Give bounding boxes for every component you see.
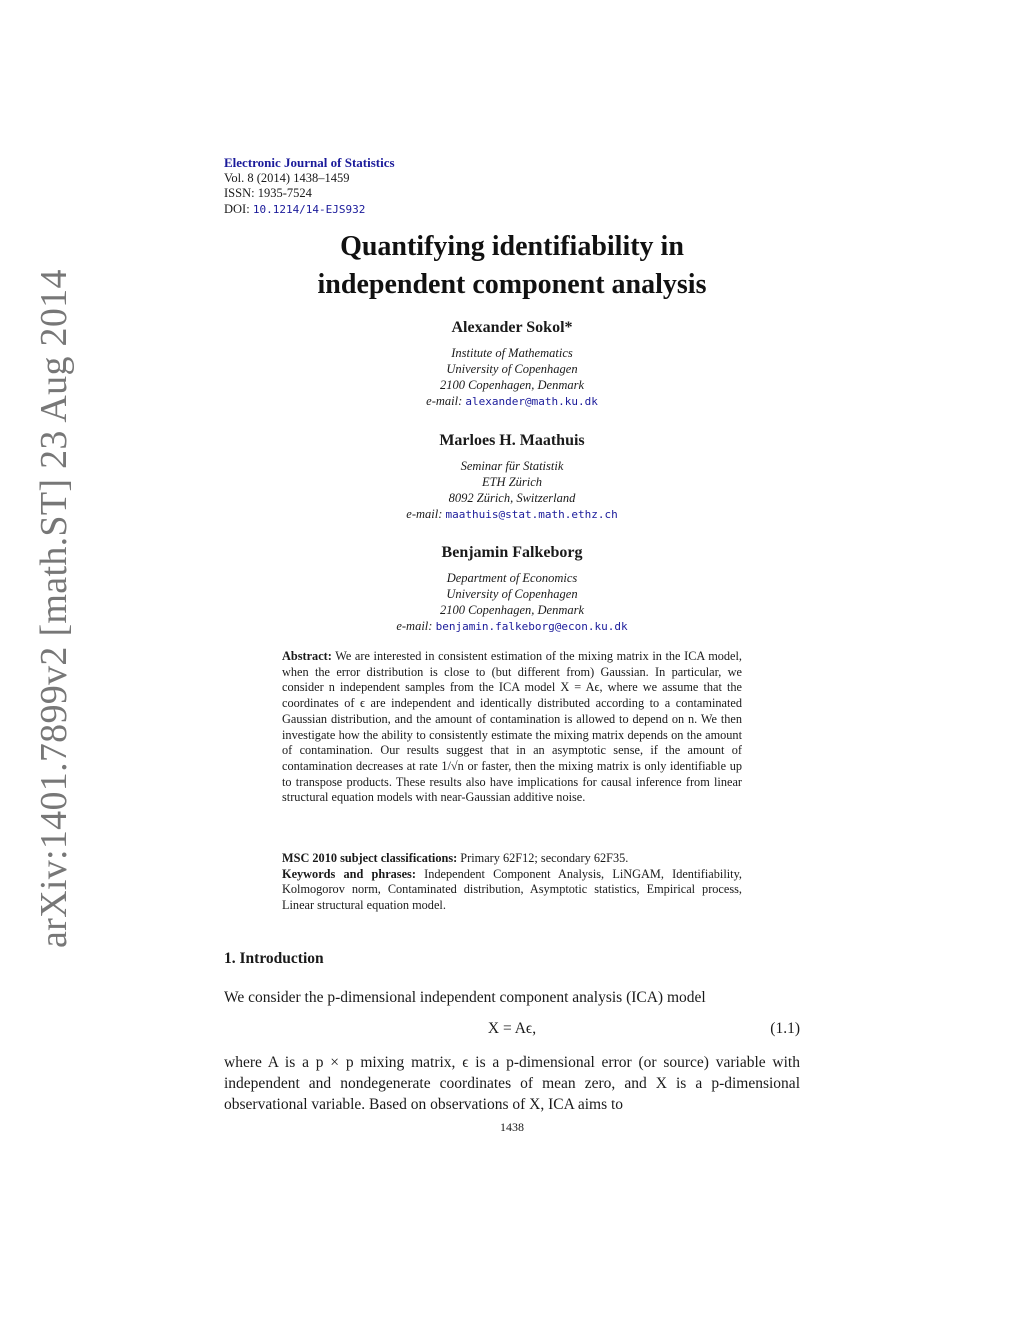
- msc-text: Primary 62F12; secondary 62F35.: [460, 851, 629, 865]
- author-name: Alexander Sokol*: [451, 319, 573, 336]
- page-number: 1438: [500, 1120, 524, 1134]
- author-email-link[interactable]: alexander@math.ku.dk: [465, 395, 598, 408]
- arxiv-side-stamp: arXiv:1401.7899v2 [math.ST] 23 Aug 2014: [33, 269, 75, 948]
- author-affiliation: University of Copenhagen: [446, 587, 578, 601]
- doi-link[interactable]: 10.1214/14-EJS932: [252, 202, 366, 216]
- journal-name[interactable]: Electronic Journal of Statistics: [224, 155, 395, 170]
- author-name: Benjamin Falkeborg: [441, 544, 583, 561]
- msc-line: [282, 851, 742, 867]
- abstract-text: We are interested in consistent estimation of the mixing matrix in the ICA model, when the error distribution is close to (but different from) Gaussian. In particular, we consider n independent samples from the ICA model X = Aϵ, where we assume that the coordinates of ϵ are independent and identically distributed according to a contaminated Gaussian distribution, and the amount of contamination is allowed to depend on n. We then investigate how the ability to consistently estimate the mixing matrix depends on the amount of contamination. Our results suggest that in an asymptotic sense, if the amount of contamination decreases at rate 1/√n or faster, then the mixing matrix is only identifiable up to transpose products. These results also have implications for causal inference from linear structural equation models with near-Gaussian additive noise.: [282, 649, 743, 805]
- body-paragraph: where A is a p × p mixing matrix, ϵ is a p-dimensional error (or source) variable with independent and nondegenerate coordinates of mean zero, and X is a p-dimensional observational variable. Based on observations of X, ICA aims to: [224, 1054, 800, 1113]
- msc-label: MSC 2010 subject classifications:: [282, 851, 458, 865]
- author-email-line: [0, 393, 1024, 410]
- email-label: e-mail:: [406, 507, 443, 521]
- author-affiliation: Institute of Mathematics: [451, 346, 573, 360]
- intro-paragraph: We consider the p-dimensional independent component analysis (ICA) model: [224, 989, 706, 1006]
- author-affiliation: 2100 Copenhagen, Denmark: [439, 378, 585, 392]
- title-line-1: Quantifying identifiability in: [340, 231, 684, 262]
- equation-number: (1.1): [770, 1020, 800, 1037]
- email-label: e-mail:: [426, 394, 463, 408]
- author-name: Marloes H. Maathuis: [439, 432, 585, 449]
- keywords-label: Keywords and phrases:: [282, 866, 416, 881]
- doi-label: DOI:: [224, 201, 250, 216]
- author-block-3: [0, 544, 1024, 635]
- abstract: [282, 649, 742, 806]
- abstract-label: Abstract:: [282, 649, 332, 663]
- email-label: e-mail:: [396, 619, 433, 633]
- paper-title: [0, 228, 1024, 304]
- equation-body: X = Aϵ,: [487, 1020, 537, 1037]
- classifications: [282, 851, 742, 914]
- author-email-line: [0, 506, 1024, 523]
- title-line-2: independent component analysis: [317, 269, 707, 300]
- section-heading-introduction: 1. Introduction: [224, 950, 324, 967]
- author-affiliation: University of Copenhagen: [446, 362, 578, 376]
- author-block-1: [0, 319, 1024, 410]
- author-email-line: [0, 618, 1024, 635]
- keywords-line: [282, 867, 742, 914]
- author-block-2: [0, 432, 1024, 523]
- keywords-text: Independent Component Analysis, LiNGAM, Identifiability, Kolmogorov norm, Contaminated distribution, Asymptotic statistics, Empirical process, Linear structural equation model.: [282, 866, 742, 913]
- author-affiliation: Department of Economics: [446, 571, 578, 585]
- author-affiliation: 8092 Zürich, Switzerland: [448, 491, 576, 505]
- journal-doi: [224, 202, 395, 218]
- author-affiliation: ETH Zürich: [481, 475, 543, 489]
- author-email-link[interactable]: maathuis@stat.math.ethz.ch: [445, 508, 618, 521]
- journal-volume: Vol. 8 (2014) 1438–1459: [224, 170, 350, 185]
- journal-issn: ISSN: 1935-7524: [224, 186, 312, 200]
- journal-header: [224, 155, 395, 217]
- author-affiliation: Seminar für Statistik: [460, 459, 564, 473]
- author-email-link[interactable]: benjamin.falkeborg@econ.ku.dk: [435, 620, 628, 633]
- author-affiliation: 2100 Copenhagen, Denmark: [439, 603, 585, 617]
